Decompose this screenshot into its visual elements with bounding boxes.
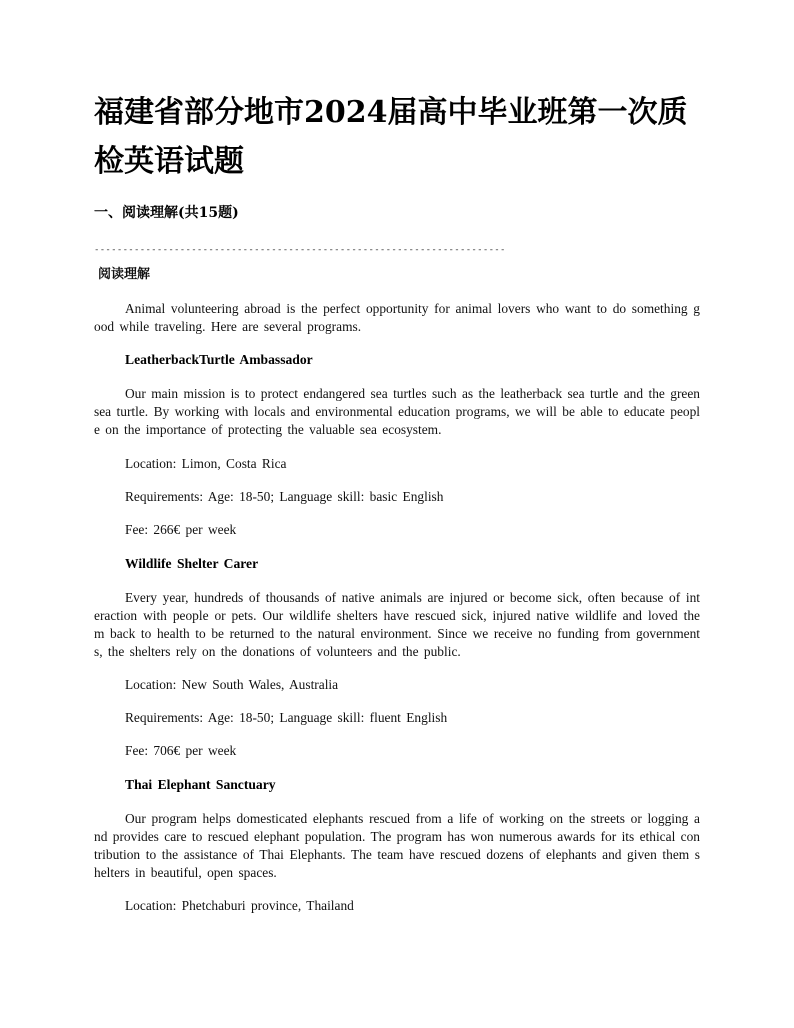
program-requirements: Requirements: Age: 18-50; Language skill: fluent English: [125, 710, 448, 725]
program-name: Thai Elephant Sanctuary: [125, 777, 276, 792]
reading-label: 阅读理解: [98, 267, 151, 282]
program-location: Location: New South Wales, Australia: [125, 677, 339, 692]
program-description: Every year, hundreds of thousands of native animals are injured or become sick, often because of interaction with people or pets. Our wildlife shelters have rescued sick, injured native wildlife and loved them back to health to be returned to the natural environment. Since we receive no funding from governments, the shelters rely on the donations of volunteers and the public.: [94, 590, 700, 659]
document-title: 福建省部分地市2024届高中毕业班第一次质检英语试题: [94, 95, 688, 179]
program-location: Location: Limon, Costa Rica: [125, 456, 287, 471]
program-name: LeatherbackTurtle Ambassador: [125, 352, 313, 367]
program-name: Wildlife Shelter Carer: [125, 556, 259, 571]
program-requirements: Requirements: Age: 18-50; Language skill: basic English: [125, 489, 444, 504]
program-description: Our main mission is to protect endangered sea turtles such as the leatherback sea turtle and the green sea turtle. By working with locals and environmental education programs, we will be able to educate people on the importance of protecting the valuable sea ecosystem.: [94, 386, 700, 437]
intro-paragraph: Animal volunteering abroad is the perfect opportunity for animal lovers who want to do something good while traveling. Here are several programs.: [94, 301, 700, 334]
section-heading: 一、阅读理解(共15题): [94, 205, 239, 221]
divider-line: ------------------------------------------------------------------------: [94, 245, 506, 255]
program-fee: Fee: 706€ per week: [125, 743, 237, 758]
program-fee: Fee: 266€ per week: [125, 522, 237, 537]
program-location: Location: Phetchaburi province, Thailand: [125, 898, 354, 913]
program-description: Our program helps domesticated elephants rescued from a life of working on the streets or logging and provides care to rescued elephant population. The program has won numerous awards for its ethical contribution to the assistance of Thai Elephants. The team have rescued dozens of elephants and given them shelters in beautiful, open spaces.: [94, 811, 700, 880]
